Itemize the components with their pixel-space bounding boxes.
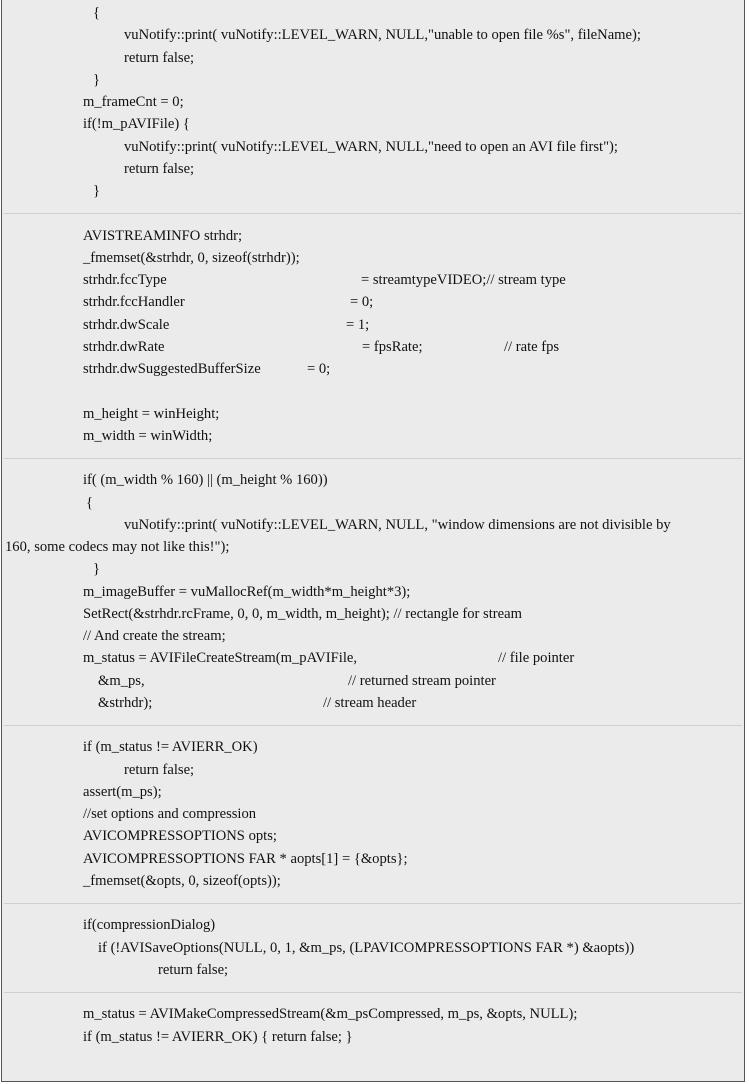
code-line [83,358,331,380]
code-comment: // rate fps [504,338,560,355]
code-text: //set options and compression [83,806,257,822]
row-divider [4,992,742,993]
code-text: strhdr.dwScale [83,316,170,333]
code-line [93,180,100,202]
code-assignment: = fpsRate; [362,338,423,355]
code-text: strhdr.fccHandler [83,294,185,311]
code-comment: // returned stream pointer [348,672,496,689]
code-text: return false; [158,961,229,978]
code-text: strhdr.dwSuggestedBufferSize [83,361,261,377]
code-line [83,425,212,447]
code-text: SetRect(&strhdr.rcFrame, 0, 0, m_width, m_height); // rectangle for stream [83,605,522,622]
code-comment: // file pointer [498,650,575,667]
code-text: vuNotify::print( vuNotify::LEVEL_WARN, NULL,"need to open an AVI file first"); [124,138,618,155]
row-divider [4,213,742,214]
code-line [124,47,194,69]
code-line [98,937,634,959]
code-assignment: = 1; [346,316,370,333]
code-text: &strhdr); [98,694,153,711]
code-line [83,647,575,669]
code-line [83,625,226,647]
code-line [83,291,374,313]
code-line [124,24,641,46]
code-text: m_height = winHeight; [83,405,220,422]
code-text: return false; [124,49,195,66]
code-line [83,581,410,603]
row-divider [4,903,742,904]
code-text: if (m_status != AVIERR_OK) [83,739,258,756]
code-line [124,514,671,536]
code-assignment: = 0; [307,361,331,377]
code-text: vuNotify::print( vuNotify::LEVEL_WARN, NULL,"unable to open file %s", fileName); [124,27,641,44]
code-text: return false; [124,761,195,778]
code-text: if (!AVISaveOptions(NULL, 0, 1, &m_ps, (LPAVICOMPRESSOPTIONS FAR *) &aopts)) [98,939,635,956]
code-text: if(!m_pAVIFile) { [83,116,190,133]
code-text: AVICOMPRESSOPTIONS FAR * aopts[1] = {&opts}; [83,850,408,867]
code-text: if (m_status != AVIERR_OK) { return false; } [83,1028,353,1045]
code-line [98,670,496,692]
code-line [83,469,328,491]
code-text: } [93,183,101,199]
row-divider [4,725,742,726]
code-line [124,136,618,158]
code-text: vuNotify::print( vuNotify::LEVEL_WARN, NULL, "window dimensions are not divisible by [124,516,671,533]
code-line [83,736,258,758]
code-line [83,1026,353,1048]
code-text: // And create the stream; [83,628,226,644]
code-line [83,870,281,892]
code-text: _fmemset(&strhdr, 0, sizeof(strhdr)); [83,249,300,266]
code-line [83,914,215,936]
code-text: &m_ps, [98,672,145,689]
code-line [83,113,190,135]
code-text: AVICOMPRESSOPTIONS opts; [83,828,277,845]
code-line [98,692,417,714]
code-assignment: = 0; [350,294,374,311]
code-text: m_frameCnt = 0; [83,94,184,110]
code-comment: // stream header [323,694,417,711]
code-line [124,759,194,781]
code-text: return false; [124,160,195,177]
code-text: assert(m_ps); [83,783,162,800]
code-line [83,781,162,803]
code-text: strhdr.dwRate [83,338,165,355]
code-line [5,536,229,558]
code-text: _fmemset(&opts, 0, sizeof(opts)); [83,872,281,889]
code-line [86,492,93,514]
code-line [83,603,522,625]
code-text: 160, some codecs may not like this!"); [5,539,230,555]
code-line [124,158,194,180]
code-listing [1,0,745,1082]
code-text: m_width = winWidth; [83,427,213,444]
code-line [83,247,300,269]
code-text: if(compressionDialog) [83,917,216,934]
code-line [83,825,277,847]
code-line [83,269,566,291]
code-text: m_imageBuffer = vuMallocRef(m_width*m_height*3); [83,583,411,600]
code-text: m_status = AVIFileCreateStream(m_pAVIFile, [83,650,358,667]
code-assignment: = streamtypeVIDEO;// stream type [361,272,566,288]
code-text: AVISTREAMINFO strhdr; [83,227,243,244]
code-line [93,2,100,24]
code-text: strhdr.fccType [83,272,167,288]
code-line [83,1003,577,1025]
code-line [83,225,242,247]
code-line [83,314,370,336]
code-line [83,336,560,358]
code-text: if( (m_width % 160) || (m_height % 160)) [83,472,328,489]
code-text: m_status = AVIMakeCompressedStream(&m_psCompressed, m_ps, &opts, NULL); [83,1006,578,1023]
code-line [83,848,408,870]
code-text: } [93,561,101,578]
code-text: { [93,5,101,21]
code-line [83,403,219,425]
code-text: } [93,71,101,88]
row-divider [4,458,742,459]
code-line [83,91,184,113]
code-line [93,69,100,91]
code-text: { [86,494,94,511]
code-line [158,959,228,981]
code-line [93,558,100,580]
code-line [83,803,256,825]
